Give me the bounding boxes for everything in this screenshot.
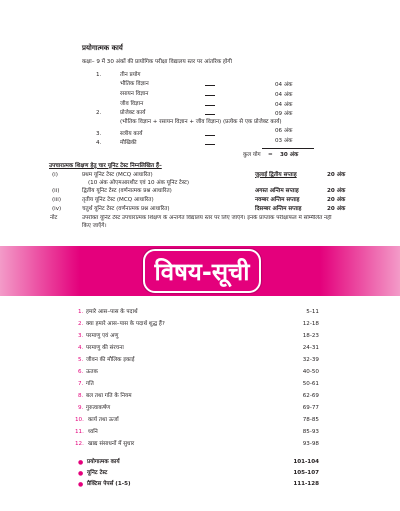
toc-chapter-pages: 18-23 [302,333,319,339]
remedial-marks: 20 अंक [327,197,346,203]
dash [205,105,215,106]
remedial-num: (ii) [52,188,60,194]
practical-row-marks: 06 अंक [275,128,293,134]
remedial-when: दिसम्बर अन्तिम सप्ताह [255,206,302,212]
toc-chapter-num: 4. [78,345,84,351]
toc-chapter-pages: 24-31 [302,345,319,351]
note-label: नोट [50,215,58,221]
note-line-1: उपरोक्त यूनिट टेस्ट उपचारात्मक शिक्षण के अन्तर्गत विद्यालय स्तर पर लिए जाएँगे। इनके प्राप्तांक परीक्षाफल में सम्मिलित नहीं [82,215,332,221]
practical-row-num: 1. [96,72,102,78]
remedial-num: (i) [52,172,58,178]
toc-extra-link[interactable]: प्रयोगात्मक कार्य [87,459,120,465]
bullet-icon: ● [78,459,84,466]
toc-chapter-link[interactable]: परमाणु की संरचना [86,345,124,351]
toc-extra-pages: 111-128 [293,481,319,487]
toc-title: विषय-सूची [154,257,250,286]
dash [205,85,215,86]
toc-chapter-num: 3. [78,333,84,339]
practical-row-num: 4. [96,140,102,146]
toc-chapter-link[interactable]: हमारे आस–पास के पदार्थ [86,309,138,315]
remedial-marks: 20 अंक [327,206,346,212]
toc-chapter-link[interactable]: परमाणु एवं अणु [86,333,119,339]
toc-chapter-num: 6. [78,369,84,375]
total-rule [262,148,314,149]
remedial-text: द्वितीय यूनिट टेस्ट (वर्णनात्मक प्रश्न आधारित) [82,188,172,194]
dash [205,114,215,115]
toc-extra-link[interactable]: यूनिट टेस्ट [87,470,108,476]
toc-chapter-link[interactable]: खाद्य संसाधनों में सुधार [88,441,135,447]
bullet-icon: ● [78,470,84,477]
practical-row-marks: 04 अंक [275,92,293,98]
toc-extra-link[interactable]: प्रैक्टिस पेपर्स (1-5) [87,481,131,487]
toc-extra-pages: 105-107 [293,470,319,476]
total-value: 30 अंक [280,152,299,158]
practical-row-marks: 09 अंक [275,111,293,117]
toc-title-box [143,249,261,293]
remedial-num: (iii) [52,197,62,203]
toc-chapter-num: 10. [75,417,84,423]
toc-chapter-pages: 5-11 [306,309,319,315]
practical-row-label: भौतिक विज्ञान [120,81,149,87]
toc-extra-pages: 101-104 [293,459,319,465]
remedial-marks: 20 अंक [327,172,346,178]
note-line-2: किए जाएँगे। [82,223,107,229]
remedial-num: (iv) [52,206,62,212]
toc-chapter-pages: 85-93 [302,429,319,435]
toc-chapter-pages: 50-61 [302,381,319,387]
toc-chapter-num: 5. [78,357,84,363]
toc-chapter-link[interactable]: क्या हमारे आस–पास के पदार्थ शुद्ध हैं? [86,321,165,327]
practical-row-label: (भौतिक विज्ञान + रसायन विज्ञान + जीव विज्ञान) (प्रत्येक से एक प्रोजेक्ट कार्य) [120,119,282,125]
toc-chapter-link[interactable]: जीवन की मौलिक इकाई [86,357,135,363]
remedial-marks: 20 अंक [327,188,346,194]
remedial-text: (10 अंक ओएमआरशीट एवं 10 अंक यूनिट टेस्ट) [88,180,190,186]
dash [205,144,215,145]
dash [205,95,215,96]
remedial-heading: उपचारात्मक शिक्षण हेतु चार यूनिट टेस्ट निम्नलिखित हैं– [49,163,162,169]
toc-chapter-link[interactable]: गति [86,381,94,387]
toc-chapter-link[interactable]: बल तथा गति के नियम [86,393,132,399]
toc-chapter-pages: 69-77 [302,405,319,411]
toc-chapter-num: 11. [75,429,84,435]
remedial-when: नवम्बर अन्तिम सप्ताह [255,197,300,203]
dash [205,135,215,136]
practical-row-label: रसायन विज्ञान [120,91,149,97]
practical-row-label: सत्रीय कार्य [120,131,143,137]
toc-chapter-num: 2. [78,321,84,327]
total-label: कुल योग [243,152,261,158]
toc-chapter-pages: 12-18 [302,321,319,327]
toc-chapter-pages: 40-50 [302,369,319,375]
toc-chapter-num: 7. [78,381,84,387]
remedial-text: तृतीय यूनिट टेस्ट (MCQ आधारित) [82,197,154,203]
toc-chapter-pages: 62-69 [302,393,319,399]
toc-chapter-num: 1. [78,309,84,315]
practical-row-marks: 03 अंक [275,138,293,144]
remedial-text: प्रथम यूनिट टेस्ट (MCQ आधारित) [82,172,153,178]
toc-chapter-link[interactable]: कार्य तथा ऊर्जा [88,417,119,423]
practical-row-label: जीव विज्ञान [120,101,144,107]
practical-row-marks: 04 अंक [275,102,293,108]
practical-heading: प्रयोगात्मक कार्य [82,44,123,52]
toc-chapter-link[interactable]: ऊतक [86,369,98,375]
practical-row-num: 2. [96,110,102,116]
total-eq: = [268,152,273,158]
practical-row-label: तीन प्रयोग [120,72,141,78]
toc-chapter-num: 9. [78,405,84,411]
toc-chapter-pages: 78-85 [302,417,319,423]
remedial-when: अगस्त अन्तिम सप्ताह [255,188,299,194]
toc-chapter-link[interactable]: गुरुत्वाकर्षण [86,405,111,411]
practical-row-marks: 04 अंक [275,82,293,88]
remedial-text: चतुर्थ यूनिट टेस्ट (वर्णनात्मक प्रश्न आधारित) [82,206,170,212]
toc-chapter-pages: 32-39 [302,357,319,363]
toc-chapter-link[interactable]: ध्वनि [88,429,98,435]
toc-chapter-num: 12. [75,441,84,447]
toc-chapter-num: 8. [78,393,84,399]
practical-row-label: प्रोजेक्ट कार्य [120,110,146,116]
practical-row-num: 3. [96,131,102,137]
practical-row-label: मौखिकी [120,140,137,146]
practical-intro: कक्षा– 9 में 30 अंकों की प्रायोगिक परीक्षा विद्यालय स्तर पर आंतरिक होगी [82,59,232,65]
bullet-icon: ● [78,481,84,488]
toc-chapter-pages: 93-98 [302,441,319,447]
remedial-when: जुलाई द्वितीय सप्ताह [255,172,297,178]
